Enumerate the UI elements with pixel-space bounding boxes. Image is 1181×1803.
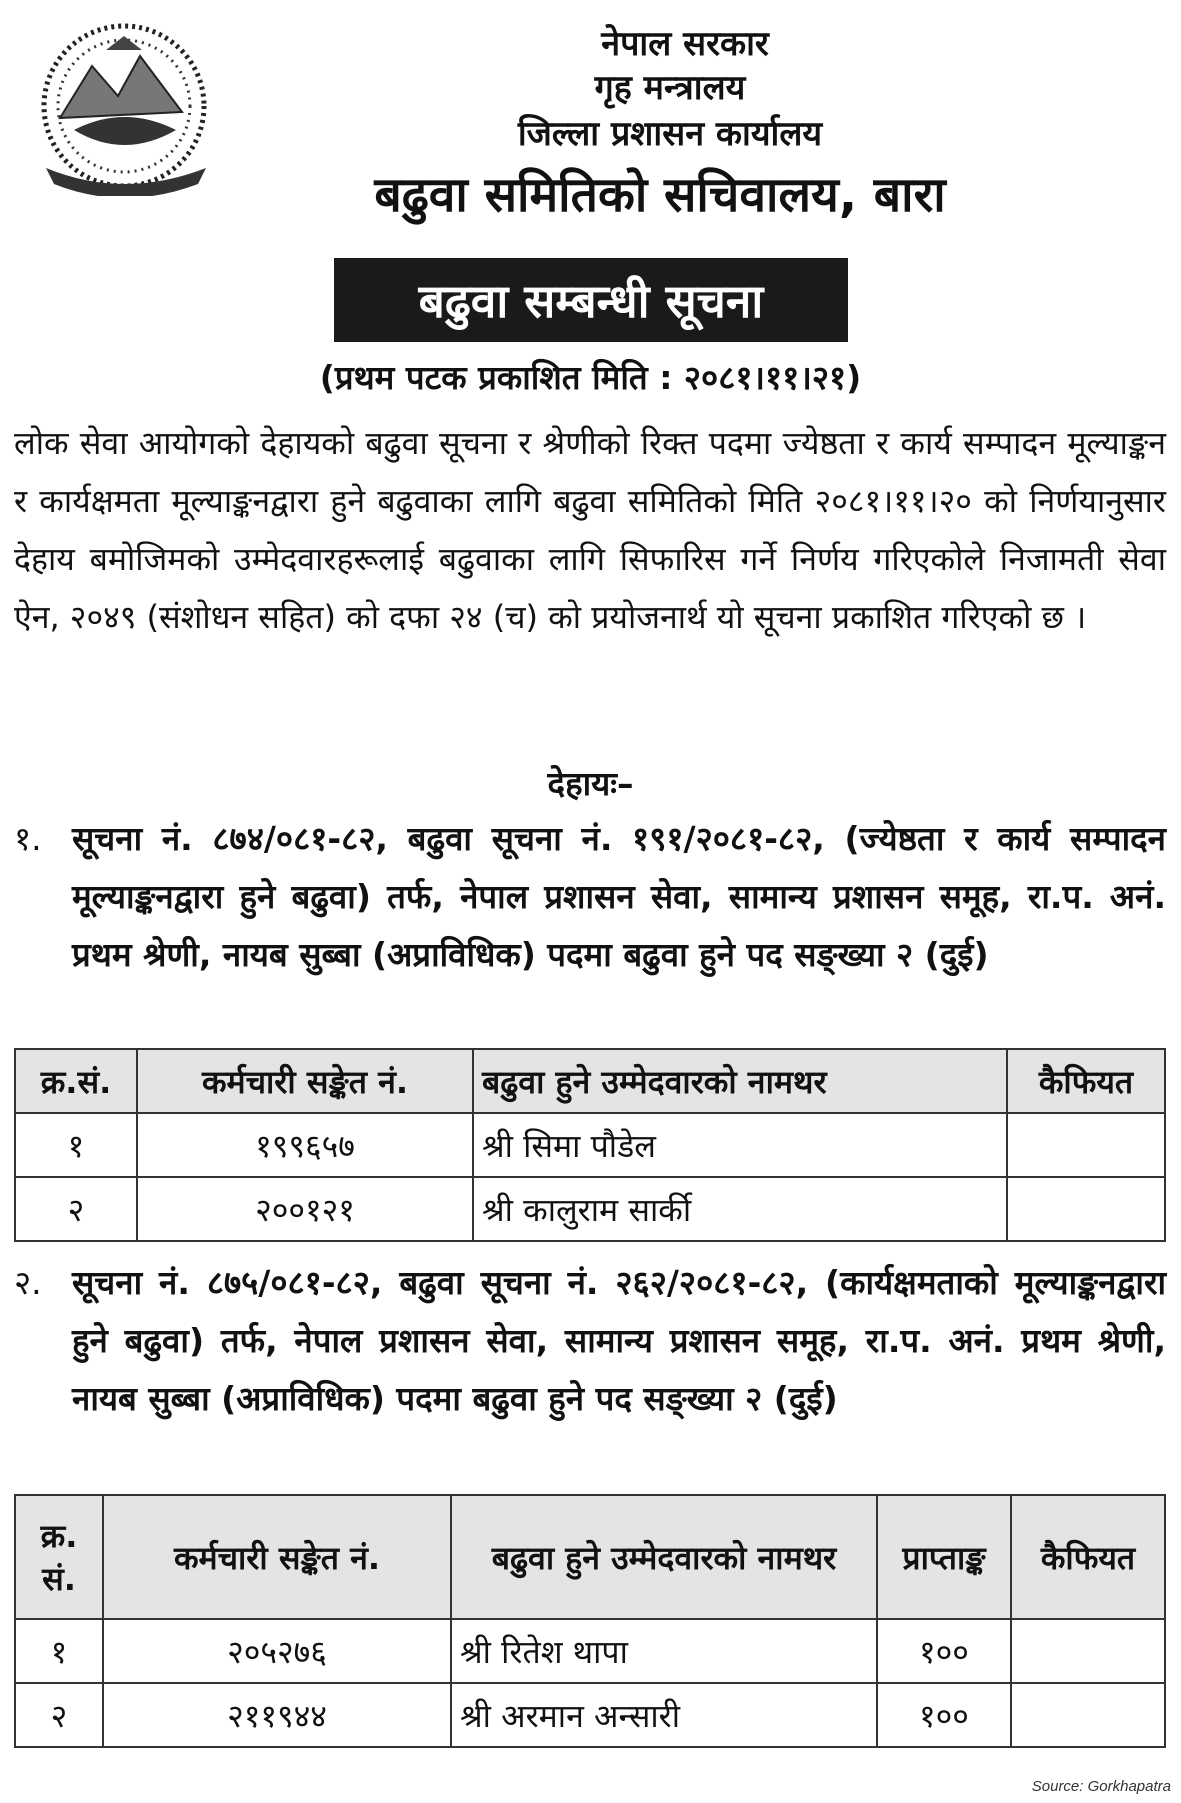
header	[250, 22, 1070, 230]
cell-name: श्री रितेश थापा	[451, 1619, 877, 1683]
following-heading: देहायः–	[547, 764, 634, 803]
cell-sn: २	[15, 1683, 103, 1747]
cell-score: १००	[877, 1619, 1011, 1683]
column-header-remarks: कैफियत	[1007, 1049, 1165, 1113]
secretariat-name: बढुवा समितिको सचिवालय, बारा	[374, 167, 946, 223]
cell-name: श्री सिमा पौडेल	[473, 1113, 1007, 1177]
column-header-score: प्राप्ताङ्क	[877, 1495, 1011, 1619]
cell-sn: १	[15, 1113, 137, 1177]
candidates-table-1	[14, 1048, 1166, 1242]
candidates-table-2	[14, 1494, 1166, 1748]
column-header-sn: क्र. सं.	[15, 1495, 103, 1619]
publish-date: (प्रथम पटक प्रकाशित मिति : २०८१।११।२१)	[319, 358, 862, 397]
notice-item-2	[14, 1254, 1166, 1428]
item-number: १.	[14, 819, 42, 858]
source-credit: Source: Gorkhapatra	[1031, 1778, 1171, 1795]
table-header-row	[15, 1495, 1165, 1619]
cell-sn: २	[15, 1177, 137, 1241]
column-header-code: कर्मचारी सङ्केत नं.	[103, 1495, 451, 1619]
notice-title-banner: बढुवा सम्बन्धी सूचना	[334, 258, 848, 342]
table-row	[15, 1177, 1165, 1241]
notice-item-1	[14, 810, 1166, 984]
cell-name: श्री कालुराम सार्की	[473, 1177, 1007, 1241]
cell-code: २०५२७६	[103, 1619, 451, 1683]
cell-remarks	[1007, 1177, 1165, 1241]
nepal-government-emblem	[22, 18, 230, 196]
cell-code: २११९४४	[103, 1683, 451, 1747]
column-header-name: बढुवा हुने उम्मेदवारको नामथर	[473, 1049, 1007, 1113]
column-header-name: बढुवा हुने उम्मेदवारको नामथर	[451, 1495, 877, 1619]
cell-sn: १	[15, 1619, 103, 1683]
table-row	[15, 1683, 1165, 1747]
table-row	[15, 1619, 1165, 1683]
cell-code: २००१२१	[137, 1177, 473, 1241]
cell-name: श्री अरमान अन्सारी	[451, 1683, 877, 1747]
office-name: जिल्ला प्रशासन कार्यालय	[517, 114, 823, 154]
cell-remarks	[1011, 1683, 1165, 1747]
cell-code: १९९६५७	[137, 1113, 473, 1177]
item-number: २.	[14, 1263, 42, 1302]
cell-remarks	[1011, 1619, 1165, 1683]
table-row	[15, 1113, 1165, 1177]
item-description: सूचना नं. ८७४/०८१-८२, बढुवा सूचना नं. १९१/२०८१-८२, (ज्येष्ठता र कार्य सम्पादन मूल्याङ्कनद्वारा हुने बढुवा) तर्फ, नेपाल प्रशासन सेवा, सामान्य प्रशासन समूह, रा.प. अनं. प्रथम श्रेणी, नायब सुब्बा (अप्राविधिक) पदमा बढुवा हुने पद सङ्ख्या २ (दुई)	[72, 819, 1167, 974]
column-header-remarks: कैफियत	[1011, 1495, 1165, 1619]
column-header-sn: क्र.सं.	[15, 1049, 137, 1113]
intro-paragraph: लोक सेवा आयोगको देहायको बढुवा सूचना र श्रेणीको रिक्त पदमा ज्येष्ठता र कार्य सम्पादन मूल्याङ्कन र कार्यक्षमता मूल्याङ्कनद्वारा हुने बढुवाका लागि बढुवा समितिको मिति २०८१।११।२० को निर्णयानुसार देहाय बमोजिमको उम्मेदवारहरूलाई बढुवाका लागि सिफारिस गर्ने निर्णय गरिएकोले निजामती सेवा ऐन, २०४९ (संशोधन सहित) को दफा २४ (च) को प्रयोजनार्थ यो सूचना प्रकाशित गरिएको छ ।	[14, 424, 1166, 636]
cell-remarks	[1007, 1113, 1165, 1177]
ministry-name: गृह मन्त्रालय	[594, 68, 746, 108]
table-header-row	[15, 1049, 1165, 1113]
item-description: सूचना नं. ८७५/०८१-८२, बढुवा सूचना नं. २६२/२०८१-८२, (कार्यक्षमताको मूल्याङ्कनद्वारा हुने बढुवा) तर्फ, नेपाल प्रशासन सेवा, सामान्य प्रशासन समूह, रा.प. अनं. प्रथम श्रेणी, नायब सुब्बा (अप्राविधिक) पदमा बढुवा हुने पद सङ्ख्या २ (दुई)	[72, 1263, 1166, 1418]
column-header-code: कर्मचारी सङ्केत नं.	[137, 1049, 473, 1113]
cell-score: १००	[877, 1683, 1011, 1747]
government-name: नेपाल सरकार	[601, 24, 769, 64]
